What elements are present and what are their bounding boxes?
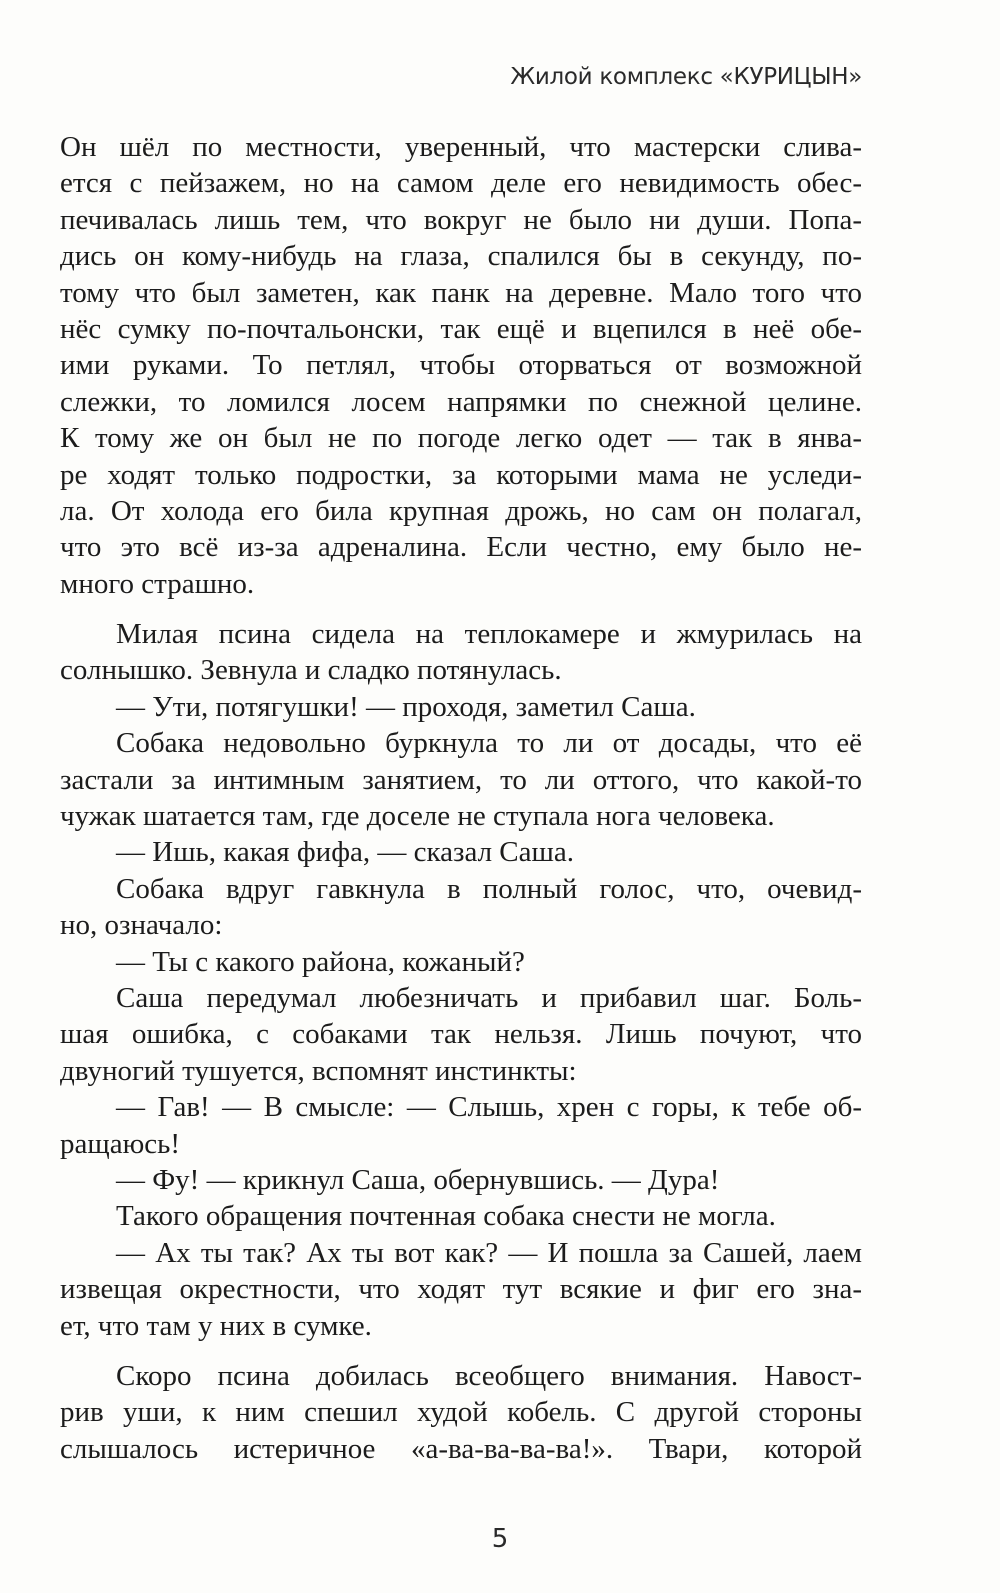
text-line: ре ходят только подростки, за которыми мама не уследи- <box>60 458 862 491</box>
text-line: чужак шатается там, где доселе не ступала нога человека. <box>60 800 775 833</box>
text-line: Он шёл по местности, уверенный, что мастерски слива- <box>60 131 862 163</box>
text-line: ими руками. То петлял, чтобы оторваться от возможной <box>60 349 862 382</box>
text-line: К тому же он был не по погоде легко одет — так в янва- <box>60 422 862 455</box>
text-line: печивалась лишь тем, что вокруг не было ни души. Попа- <box>60 203 862 236</box>
page-number: 5 <box>491 1524 509 1554</box>
text-line: слышалось истеричное «а-ва-ва-ва-ва!». Твари, которой <box>60 1432 862 1465</box>
text-line: много страшно. <box>60 567 255 600</box>
text-line: — Ты с какого района, кожаный? <box>116 945 525 978</box>
text-line: Собака недовольно буркнула то ли от досады, что её <box>116 727 862 760</box>
text-line: — Фу! — крикнул Саша, обернувшись. — Дура! <box>116 1163 720 1196</box>
text-line: солнышко. Зевнула и сладко потянулась. <box>60 654 562 687</box>
text-line: но, означало: <box>60 909 223 942</box>
text-line: слежки, то ломился лосем напрямки по снежной целине. <box>60 385 862 418</box>
text-line: двуногий тушуется, вспомнят инстинкты: <box>60 1054 577 1087</box>
text-line: Саша передумал любезничать и прибавил шаг. Боль- <box>116 981 862 1014</box>
text-line: застали за интимным занятием, то ли оттого, что какой-то <box>60 763 862 796</box>
text-line: — Ишь, какая фифа, — сказал Саша. <box>116 836 574 869</box>
text-line: тому что был заметен, как панк на деревне. Мало того что <box>60 276 862 309</box>
text-line: Такого обращения почтенная собака снести не могла. <box>116 1200 776 1233</box>
text-line: Собака вдруг гавкнула в полный голос, что, очевид- <box>116 872 862 905</box>
text-line: ется с пейзажем, но на самом деле его невидимость обес- <box>60 167 862 200</box>
text-line: ла. От холода его била крупная дрожь, но сам он полагал, <box>60 494 862 527</box>
text-line: нёс сумку по-почтальонски, так ещё и вцепился в неё обе- <box>60 312 862 345</box>
text-line: ет, что там у них в сумке. <box>60 1309 372 1342</box>
text-line: Милая псина сидела на теплокамере и жмурилась на <box>116 618 862 651</box>
text-line: Скоро псина добилась всеобщего внимания. Навост- <box>116 1359 862 1392</box>
body-text <box>60 129 862 1467</box>
text-line: ращаюсь! <box>60 1127 180 1160</box>
text-line: что это всё из-за адреналина. Если честно, ему было не- <box>60 531 862 564</box>
text-line: извещая окрестности, что ходят тут всякие и фиг его зна- <box>60 1273 862 1306</box>
running-header: Жилой комплекс «КУРИЦЫН» <box>510 64 862 90</box>
text-line: — Ах ты так? Ах ты вот как? — И пошла за Сашей, лаем <box>116 1236 862 1269</box>
text-line: — Гав! — В смысле: — Слышь, хрен с горы, к тебе об- <box>116 1091 862 1124</box>
text-line: дись он кому-нибудь на глаза, спалился бы в секунду, по- <box>60 240 862 273</box>
text-line: — Ути, потягушки! — проходя, заметил Саша. <box>116 690 696 723</box>
text-line: шая ошибка, с собаками так нельзя. Лишь почуют, что <box>60 1018 862 1051</box>
text-line: рив уши, к ним спешил худой кобель. С другой стороны <box>60 1396 862 1429</box>
